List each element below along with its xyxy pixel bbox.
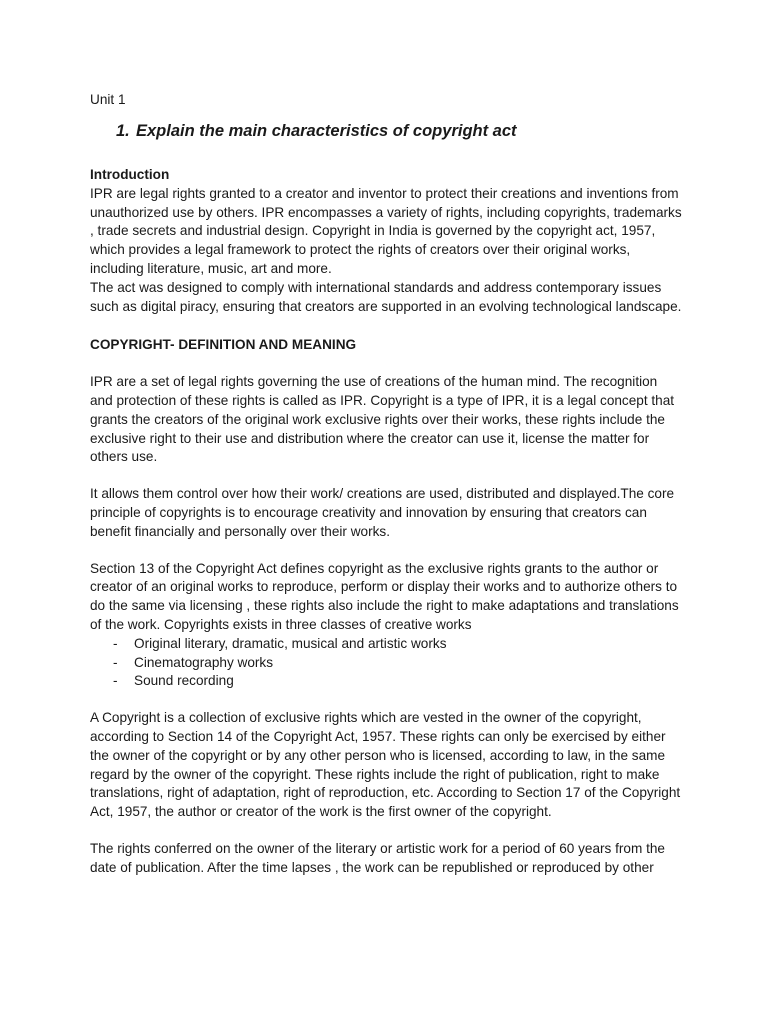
question-text: Explain the main characteristics of copyright act <box>136 122 517 140</box>
bullet-dash: - <box>113 635 118 651</box>
list-item <box>90 654 682 673</box>
definition-paragraph-3: Section 13 of the Copyright Act defines copyright as the exclusive rights grants to the author or creator of an original works to reproduce, perform or display their works and to authorize others to do the same via licensing , these rights also include the right to make adaptations and translations of the work. Copyrights exists in three classes of creative works <box>90 560 679 632</box>
definition-paragraph-4: A Copyright is a collection of exclusive rights which are vested in the owner of the copyright, according to Section 14 of the Copyright Act, 1957. These rights can only be exercised by either the owner of the copyright or by any other person who is licensed, according to law, in the same regard by the owner of the copyright. These rights include the right of publication, right to make translations, right of adaptation, right of reproduction, etc. According to Section 17 of the Copyright Act, 1957, the author or creator of the work is the first owner of the copyright. <box>90 710 681 820</box>
unit-label: Unit 1 <box>90 92 126 107</box>
definition-heading: COPYRIGHT- DEFINITION AND MEANING <box>90 337 357 353</box>
list-item <box>90 672 682 691</box>
definition-paragraph-5: The rights conferred on the owner of the literary or artistic work for a period of 60 years from the date of publication. After the time lapses , the work can be republished or reproduced by other <box>90 840 665 875</box>
copyright-classes-list <box>90 635 682 691</box>
introduction-heading: Introduction <box>90 167 170 182</box>
bullet-dash: - <box>113 673 118 689</box>
list-item <box>90 635 682 654</box>
question-title <box>90 120 682 142</box>
definition-paragraph-2: It allows them control over how their work/ creations are used, distributed and displayed.The core principle of copyrights is to encourage creativity and innovation by ensuring that creators can benefit financially and personally over their works. <box>90 486 675 539</box>
introduction-paragraph-1: IPR are legal rights granted to a creator and inventor to protect their creations and inventions from unauthorized use by others. IPR encompasses a variety of rights, including copyrights, trademarks , trade secrets and industrial design. Copyright in India is governed by the copyright act, 1957, which provides a legal framework to protect the rights of creators over their original works, including literature, music, art and more. <box>90 185 682 276</box>
introduction-paragraph-2: The act was designed to comply with international standards and address contemporary issues such as digital piracy, ensuring that creators are supported in an evolving technological landscape. <box>90 279 682 314</box>
bullet-dash: - <box>113 654 118 670</box>
list-item-text: Original literary, dramatic, musical and artistic works <box>134 635 447 651</box>
list-item-text: Sound recording <box>134 673 234 689</box>
question-number: 1. <box>116 122 130 140</box>
definition-paragraph-1: IPR are a set of legal rights governing the use of creations of the human mind. The recognition and protection of these rights is called as IPR. Copyright is a type of IPR, it is a legal concept that grants the creators of the original work exclusive rights over their works, these rights include the exclusive right to their use and distribution where the creator can use it, license the matter for others use. <box>90 374 675 465</box>
list-item-text: Cinematography works <box>134 654 274 670</box>
document-page <box>90 91 682 878</box>
